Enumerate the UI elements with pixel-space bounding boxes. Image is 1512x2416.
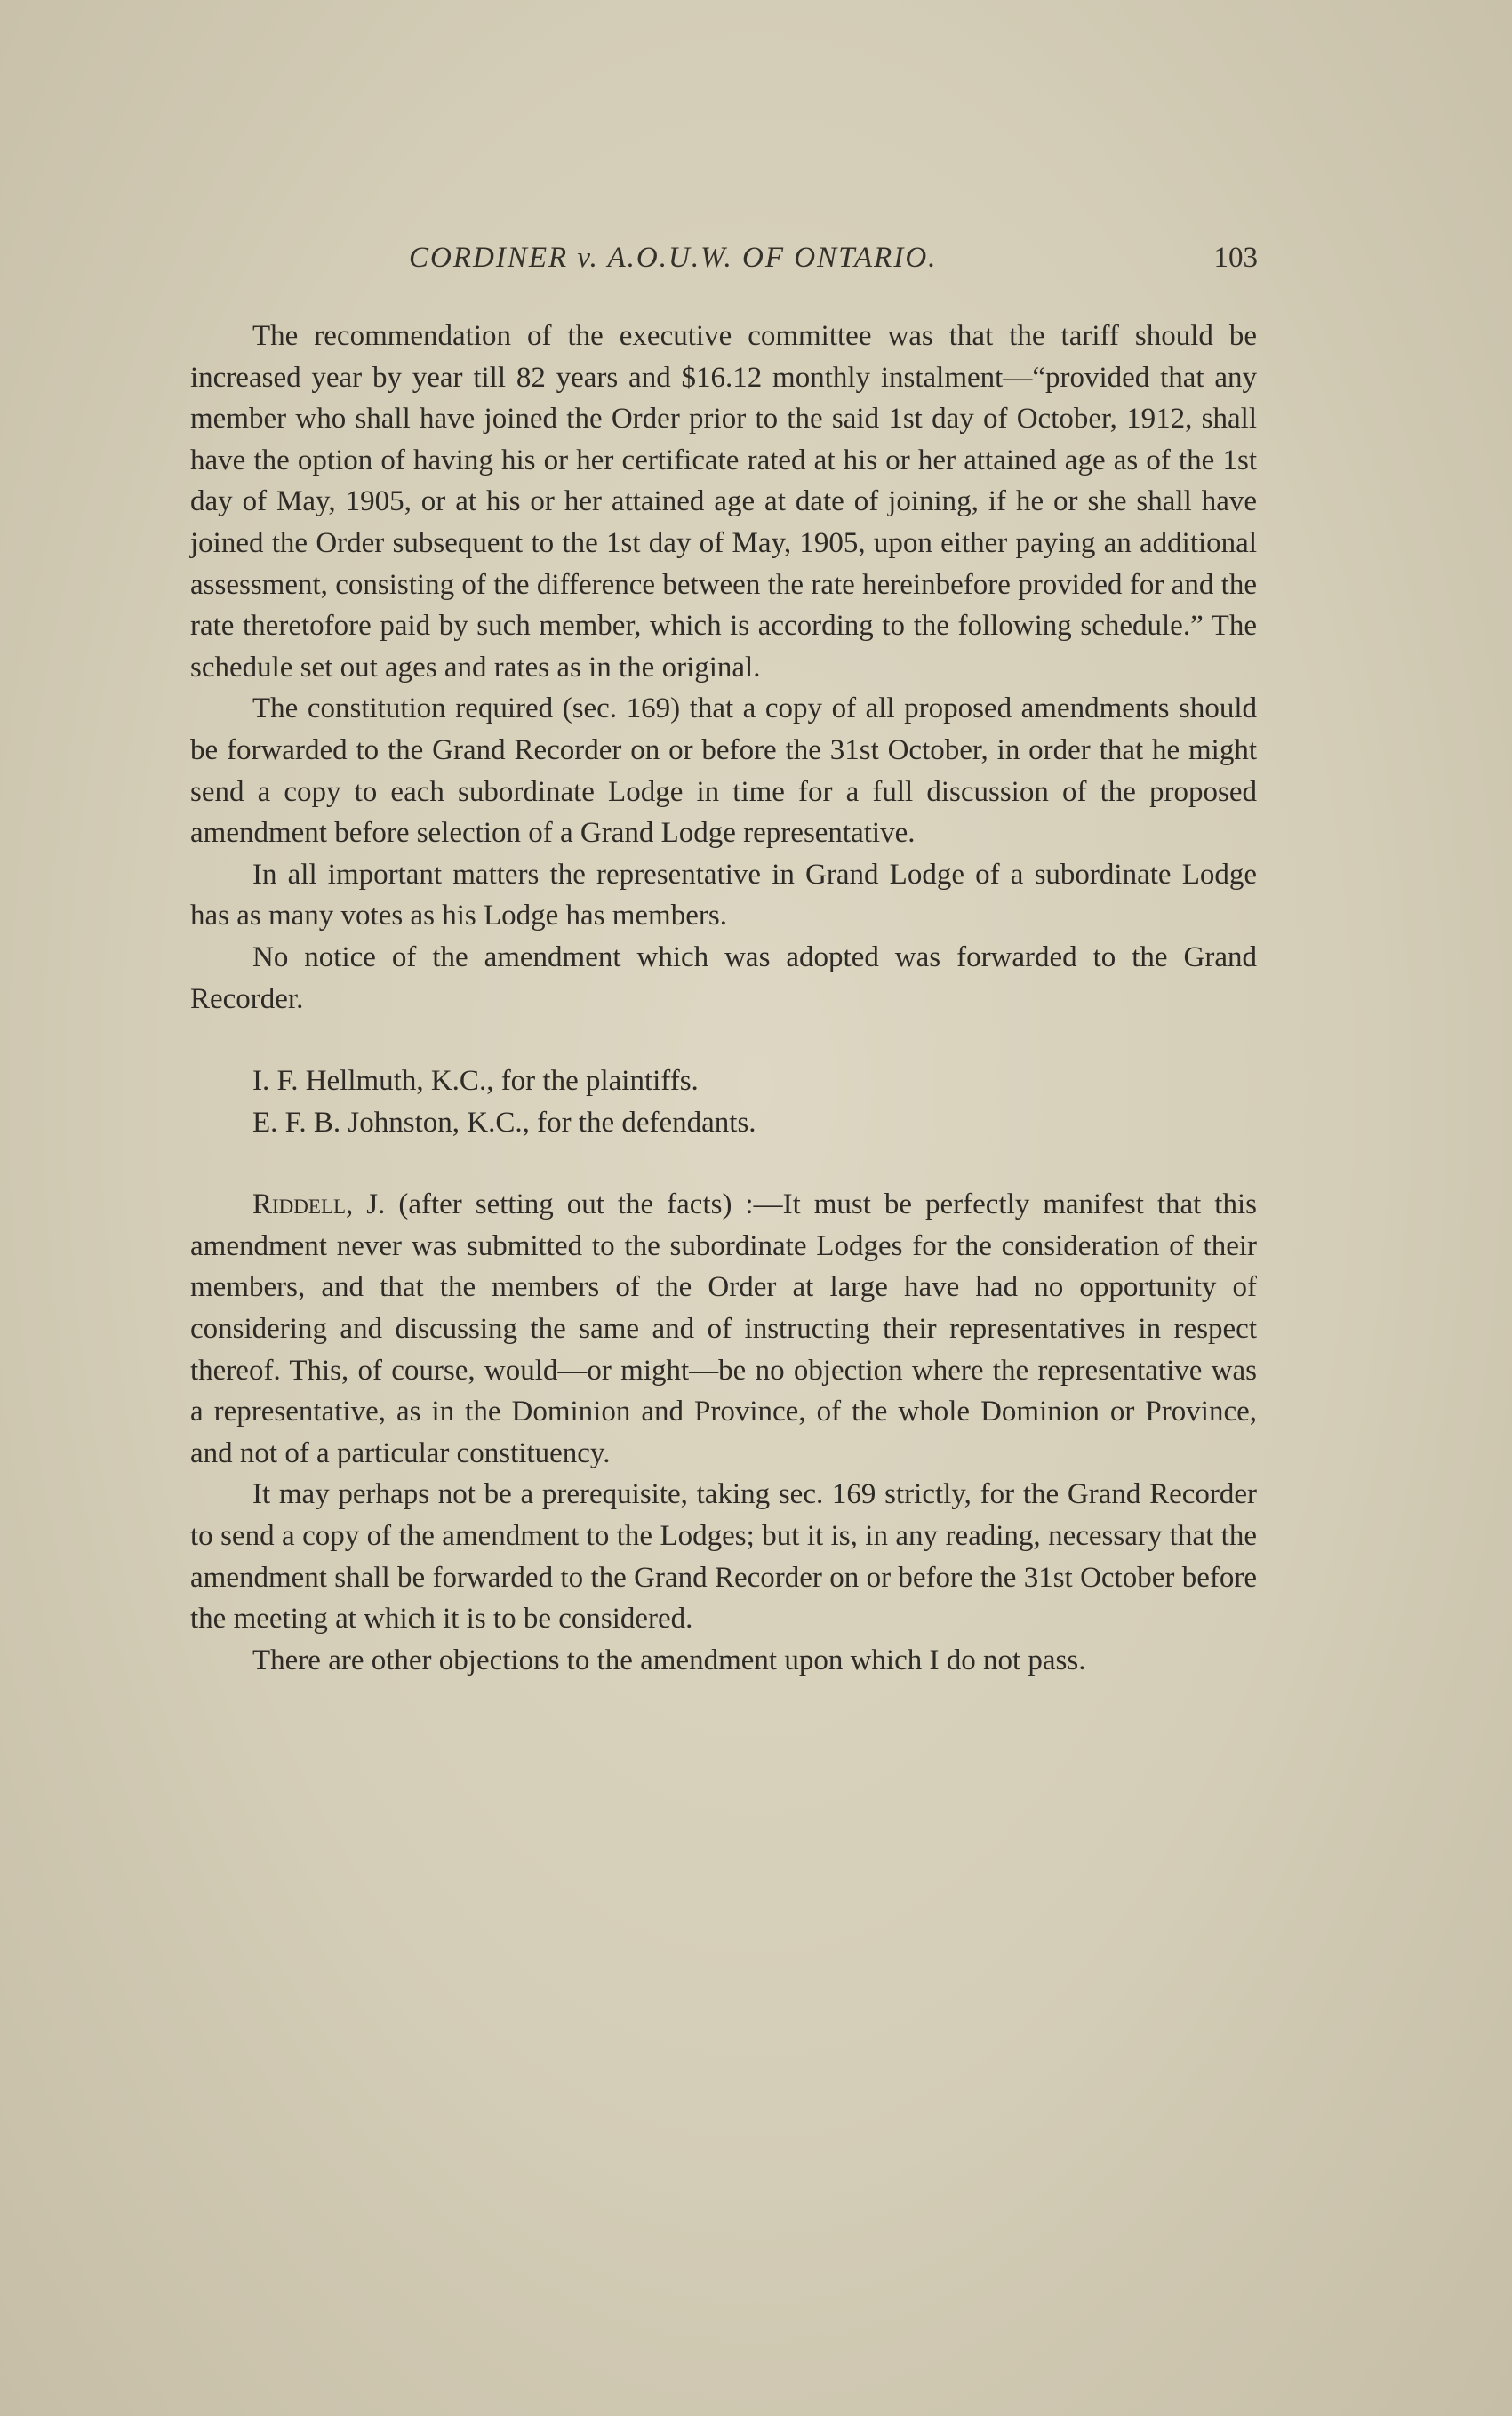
- spacer: [190, 1020, 1257, 1060]
- spacer: [190, 1143, 1257, 1184]
- body-text: [190, 316, 1257, 1681]
- judgment-first-text: (after setting out the facts) :—It must be perfectly manifest that this amendment never was submitted to the subordinate Lodges for the consideration of their members, and that the members of the Order at large have had no opportunity of considering and discussing the same and of instructing their representatives in respect thereof. This, of course, would—or might—be no objection where the representative was a representative, as in the Dominion and Province, of the whole Dominion or Province, and not of a particular constituency.: [190, 1188, 1257, 1469]
- page-number: 103: [1213, 242, 1258, 274]
- judge-name: Riddell, J.: [252, 1188, 386, 1221]
- counsel-defendants: E. F. B. Johnston, K.C., for the defendants.: [252, 1106, 756, 1139]
- paragraph-constitution: The constitution required (sec. 169) that a copy of all proposed amendments should be forwarded to the Grand Recorder on or before the 31st October, in order that he might send a copy to each subordinate Lodge in time for a full discussion of the proposed amendment before selection of a Grand Lodge representative.: [190, 692, 1257, 850]
- paragraph-recommendation: The recommendation of the executive committee was that the tariff should be increased year by year till 82 years and $16.12 monthly instalment—“provided that any member who shall have joined the Order prior to the said 1st day of October, 1912, shall have the option of having his or her certificate rated at his or her attained age as of the 1st day of May, 1905, or at his or her attained age at date of joining, if he or she shall have joined the Order subsequent to the 1st day of May, 1905, upon either paying an additional assessment, consisting of the difference between the rate hereinbefore provided for and the rate theretofore paid by such member, which is according to the following schedule.” The schedule set out ages and rates as in the original.: [190, 320, 1257, 684]
- judgment-first-paragraph: [190, 1184, 1257, 1474]
- paragraph-notice: No notice of the amendment which was adopted was forwarded to the Grand Recorder.: [190, 940, 1257, 1015]
- paragraph-votes: In all important matters the representative in Grand Lodge of a subordinate Lodge has as many votes as his Lodge has members.: [190, 858, 1257, 932]
- running-title: CORDINER v. A.O.U.W. OF ONTARIO.: [409, 242, 938, 274]
- counsel-plaintiffs: I. F. Hellmuth, K.C., for the plaintiffs.: [252, 1065, 699, 1098]
- running-head: [253, 242, 1258, 286]
- judgment-paragraph-prerequisite: It may perhaps not be a prerequisite, taking sec. 169 strictly, for the Grand Recorder to send a copy of the amendment to the Lodges; but it is, in any reading, necessary that the amendment shall be forwarded to the Grand Recorder on or before the 31st October before the meeting at which it is to be considered.: [190, 1478, 1257, 1636]
- judgment-paragraph-other-objections: There are other objections to the amendment upon which I do not pass.: [252, 1644, 1086, 1676]
